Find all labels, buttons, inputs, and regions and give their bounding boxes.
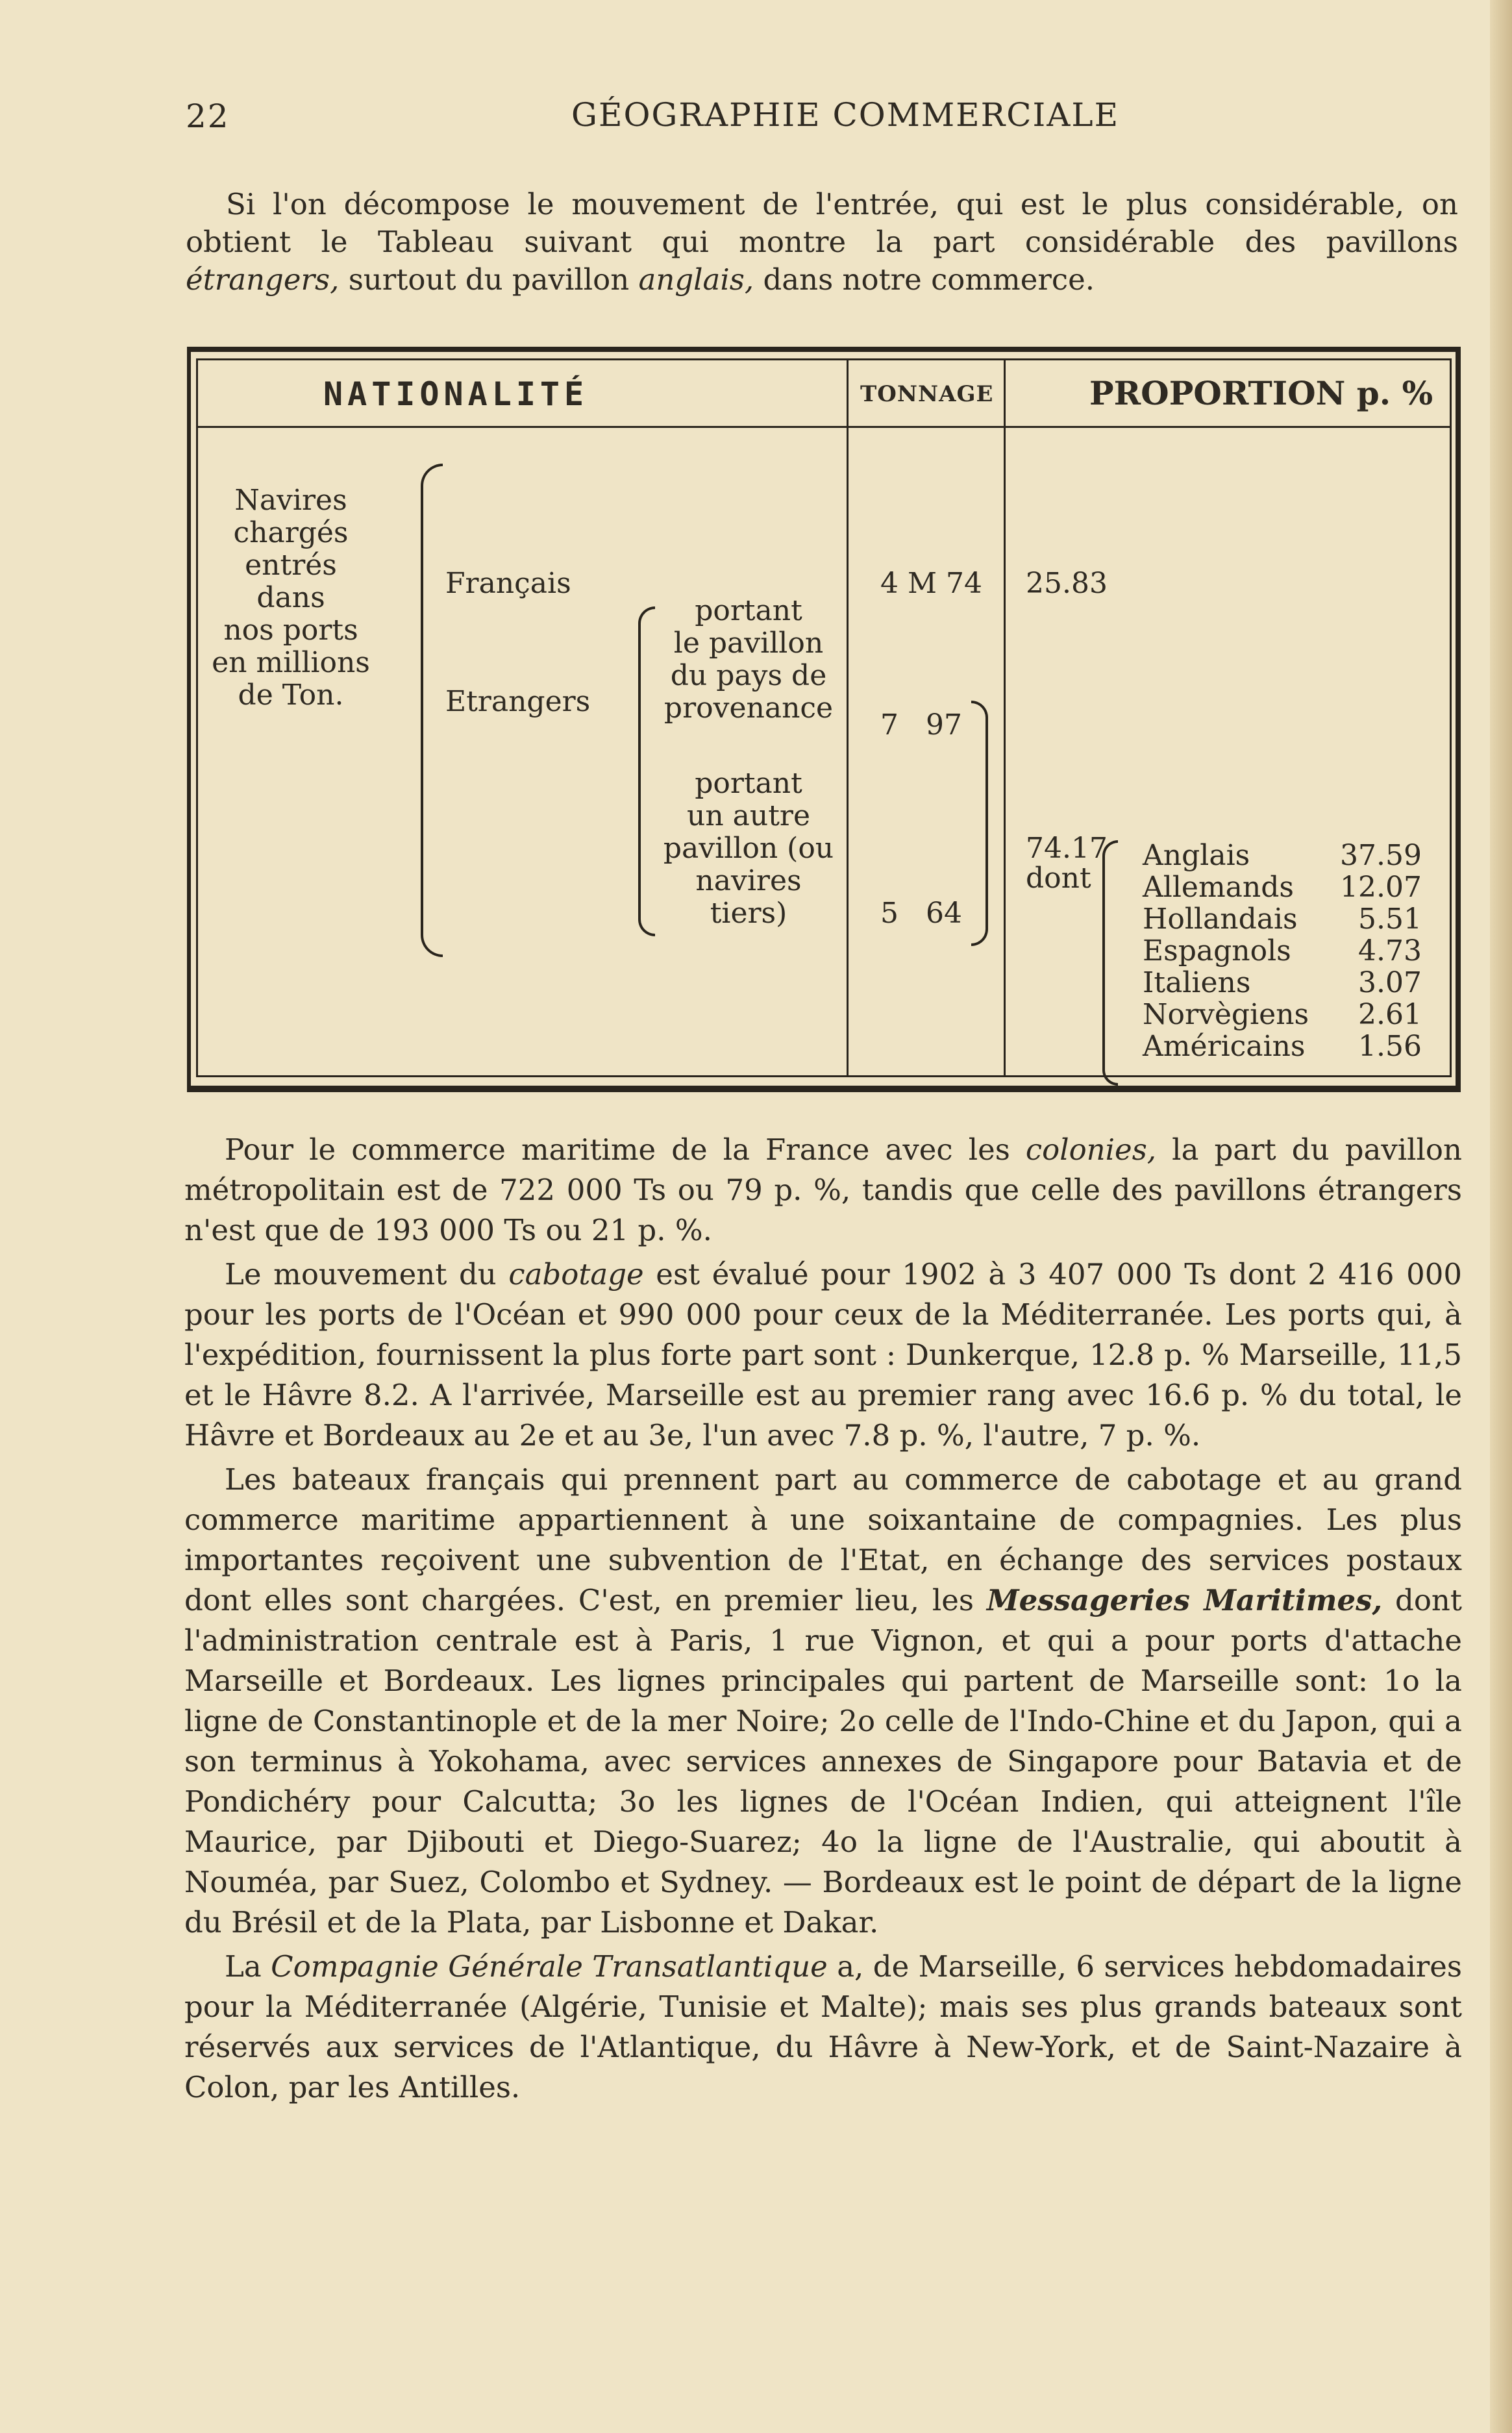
row-label-line: entrés dans: [245, 549, 337, 614]
text-run: Pour le commerce maritime de la France avec les: [225, 1132, 1026, 1167]
nationality-value: 12.07: [1340, 871, 1422, 904]
tonnage-francais: 4 M 74: [880, 567, 983, 600]
text-emphasis: Compagnie Générale Transatlantique: [271, 1949, 828, 1984]
table-right-rule: [1456, 347, 1461, 1092]
paragraph-cabotage: [184, 1254, 1462, 1456]
nationality-table: [180, 347, 1461, 1092]
text-run: Les bateaux français qui prennent part au commerce de cabotage et au grand commerce maritime appartiennent à une soixantaine de compagnies. Les plus importantes reçoivent une subvention de l'Etat, en échange des services postaux dont elles sont chargées. C'est, en premier lieu, les: [184, 1462, 1462, 1617]
intro-line-3: [186, 261, 1458, 299]
col-rule-proportion: [1004, 358, 1006, 1077]
nationality-value: 1.56: [1358, 1030, 1422, 1063]
nationality-value: 3.07: [1358, 966, 1422, 999]
text-run: la part du pavillon métropolitain est de 722 000 Ts ou 79 p. %, tandis que celle des pavillons étrangers n'est que de 193 000 Ts ou 21 p. %.: [184, 1132, 1462, 1247]
page-number: 22: [186, 97, 230, 135]
tonnage-autre: 5 64: [880, 897, 962, 930]
page-edge: [1490, 0, 1512, 2433]
list-item: [1143, 903, 1422, 935]
label-line: portant: [695, 594, 802, 627]
label-etrangers: Etrangers: [445, 685, 591, 718]
brace-nationalities: [1102, 840, 1118, 1086]
label-line: le pavillon: [673, 627, 824, 660]
list-item: [1143, 998, 1422, 1030]
brace-main: [421, 464, 443, 957]
intro-mid: surtout du pavillon: [339, 262, 639, 297]
intro-em-etrangers: étrangers,: [186, 262, 340, 297]
text-run: dont l'administration centrale est à Paris, 1 rue Vignon, et qui a pour ports d'attache Marseille et Bordeaux. Les lignes principales qui partent de Marseille sont: 1o la ligne de Constantinople et de la mer Noire; 2o celle de l'Indo-Chine et du Japon, qui a son terminus à Yokohama, avec services annexes de Singapore pour Batavia et de Pondichéry pour Calcutta; 3o les lignes de l'Océan Indien, qui atteignent l'île Maurice, par Djibouti et Diego-Suarez; 4o la ligne de l'Australie, qui aboutit à Nouméa, par Suez, Colombo et Sydney. — Bordeaux est le point de départ de la ligne du Brésil et de la Plata, par Lisbonne et Dakar.: [184, 1583, 1462, 1940]
text-run: La: [225, 1949, 271, 1984]
list-item: [1143, 966, 1422, 999]
table-bottom-rule: [187, 1086, 1461, 1092]
label-line: provenance: [663, 692, 834, 725]
row-label: [206, 484, 375, 712]
table-right-rule-inner: [1450, 358, 1452, 1077]
nationality-name: Allemands: [1143, 871, 1294, 904]
proportion-francais: 25.83: [1026, 567, 1108, 600]
label-line: pavillon (ou: [663, 832, 834, 865]
body-text: [184, 1130, 1462, 2108]
table-left-rule-inner: [196, 358, 198, 1077]
brace-tonnage: [971, 701, 988, 946]
nationality-value: 37.59: [1340, 839, 1422, 872]
label-line: navires: [695, 864, 802, 897]
nationality-value: 4.73: [1358, 934, 1422, 967]
tonnage-provenance: 7 97: [880, 708, 962, 742]
header-rule: [196, 426, 1452, 428]
list-item: [1143, 934, 1422, 967]
label-francais: Français: [445, 567, 571, 600]
proportion-etrangers: 74.17: [1026, 832, 1108, 865]
table-top-rule-inner: [196, 358, 1452, 360]
intro-end: dans notre commerce.: [754, 262, 1095, 297]
list-item: [1143, 871, 1422, 903]
label-line: un autre: [687, 799, 810, 832]
table-bottom-rule-inner: [196, 1075, 1452, 1077]
text-emphasis: cabotage: [508, 1257, 644, 1291]
row-label-line: chargés: [233, 516, 349, 549]
label-line: portant: [695, 767, 802, 800]
nationality-value: 5.51: [1358, 903, 1422, 936]
running-title: GÉOGRAPHIE COMMERCIALE: [571, 96, 1120, 134]
nationality-name: Espagnols: [1143, 934, 1291, 967]
nationality-name: Anglais: [1143, 839, 1250, 872]
intro-line-2: obtient le Tableau suivant qui montre la part considérable des pavillons: [186, 225, 1458, 259]
label-autre-pavillon: [658, 767, 839, 930]
intro-em-anglais: anglais,: [638, 262, 754, 297]
nationality-name: Italiens: [1143, 966, 1251, 999]
proportion-dont: dont: [1026, 862, 1091, 895]
label-line: tiers): [710, 897, 787, 930]
text-run: Le mouvement du: [225, 1257, 509, 1291]
header-nationalite: NATIONALITÉ: [323, 375, 589, 413]
nationality-name: Américains: [1143, 1030, 1306, 1063]
brace-etrangers: [638, 606, 655, 936]
row-label-line: en millions: [212, 646, 370, 679]
list-item: [1143, 839, 1422, 871]
text-emphasis: colonies,: [1025, 1132, 1157, 1167]
text-run: est évalué pour 1902 à 3 407 000 Ts dont 2 416 000 pour les ports de l'Océan et 990 000 pour ceux de la Méditerranée. Les ports qui, à l'expédition, fournissent la plus forte part sont : Dunkerque, 12.8 p. % Marseille, 11,5 et le Hâvre 8.2. A l'arrivée, Marseille est au premier rang avec 16.6 p. % du total, le Hâvre et Bordeaux au 2e et au 3e, l'un avec 7.8 p. %, l'autre, 7 p. %.: [184, 1257, 1463, 1453]
row-label-line: Navires: [234, 484, 347, 517]
label-line: du pays de: [670, 659, 827, 692]
text-run: a, de Marseille, 6 services hebdomadaires pour la Méditerranée (Algérie, Tunisie et Malte); mais ses plus grands bateaux sont réservés aux services de l'Atlantique, du Hâvre à New-York, et de Saint-Nazaire à Colon, par les Antilles.: [184, 1949, 1462, 2104]
row-label-line: de Ton.: [238, 679, 344, 712]
nationality-name: Norvègiens: [1143, 998, 1309, 1031]
col-rule-tonnage: [847, 358, 849, 1077]
paragraph-compagnies: [184, 1460, 1462, 1943]
paragraph-colonies: [184, 1130, 1462, 1251]
label-pavillon-provenance: [658, 595, 839, 725]
nationality-value: 2.61: [1358, 998, 1422, 1031]
paragraph-transatlantique: [184, 1947, 1462, 2108]
intro-paragraph: [186, 186, 1458, 299]
table-left-rule: [187, 347, 191, 1092]
list-item: [1143, 1030, 1422, 1062]
nationality-name: Hollandais: [1143, 903, 1298, 936]
row-label-line: nos ports: [223, 614, 358, 647]
table-top-rule: [187, 347, 1461, 352]
intro-line-1: Si l'on décompose le mouvement de l'entrée, qui est le plus considérable, on: [226, 187, 1458, 221]
header-proportion: PROPORTION p. %: [1089, 374, 1433, 412]
text-emphasis: Messageries Maritimes,: [986, 1583, 1383, 1617]
header-tonnage: TONNAGE: [860, 381, 994, 407]
